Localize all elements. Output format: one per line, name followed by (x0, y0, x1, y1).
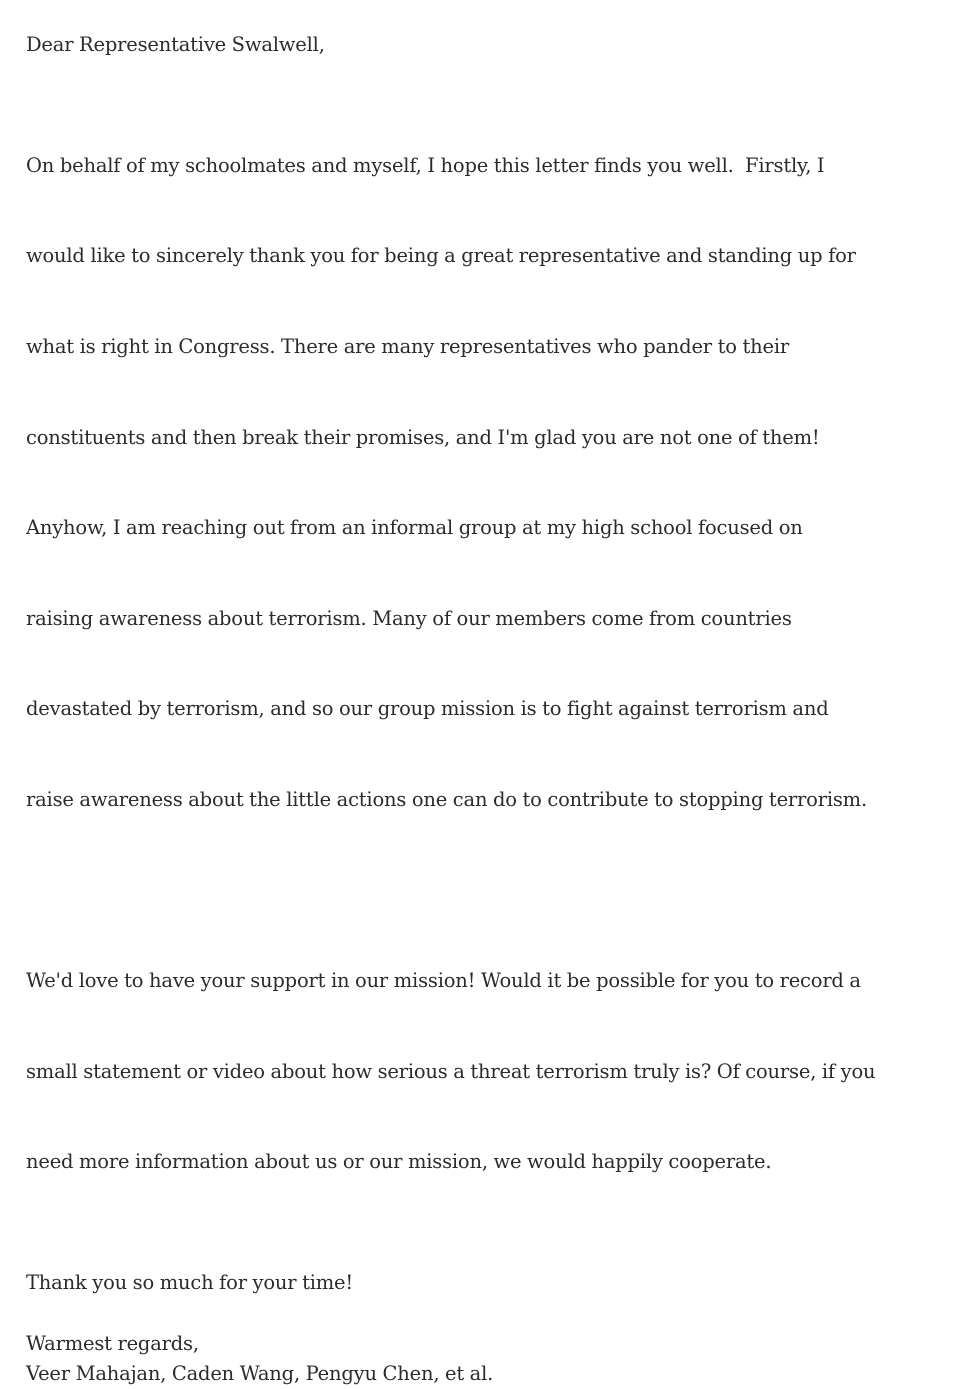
paragraph-line: small statement or video about how serious a threat terrorism truly is? Of course, if you (26, 1059, 876, 1083)
paragraph-line: raise awareness about the little actions one can do to contribute to stopping terrorism. (26, 788, 867, 812)
paragraph-line: would like to sincerely thank you for being a great representative and standing up for (26, 244, 856, 268)
paragraph-line: On behalf of my schoolmates and myself, I hope this letter finds you well. Firstly, I (26, 153, 825, 177)
salutation: Dear Representative Swalwell, (26, 33, 325, 56)
closing-line: Warmest regards, (26, 1331, 199, 1355)
thanks-line: Thank you so much for your time! (26, 1271, 354, 1295)
paragraph-line: constituents and then break their promises, and I'm glad you are not one of them! (26, 425, 820, 449)
paragraph-line: need more information about us or our mission, we would happily cooperate. (26, 1150, 772, 1174)
paragraph-request (26, 906, 937, 1238)
paragraph-spacer (26, 1238, 937, 1268)
paragraph-line: Anyhow, I am reaching out from an informal group at my high school focused on (26, 516, 803, 540)
paragraph-line: what is right in Congress. There are many representatives who pander to their (26, 335, 789, 359)
paragraph-line: raising awareness about terrorism. Many of our members come from countries (26, 606, 792, 630)
paragraph-spacer (26, 1298, 937, 1328)
paragraph-intro (26, 90, 937, 875)
paragraph-spacer (26, 60, 937, 90)
paragraph-line: devastated by terrorism, and so our group mission is to fight against terrorism and (26, 697, 829, 721)
signatories: Veer Mahajan, Caden Wang, Pengyu Chen, et al. (26, 1361, 494, 1385)
paragraph-spacer (26, 876, 937, 906)
paragraph-line: We'd love to have your support in our mission! Would it be possible for you to record a (26, 969, 861, 993)
